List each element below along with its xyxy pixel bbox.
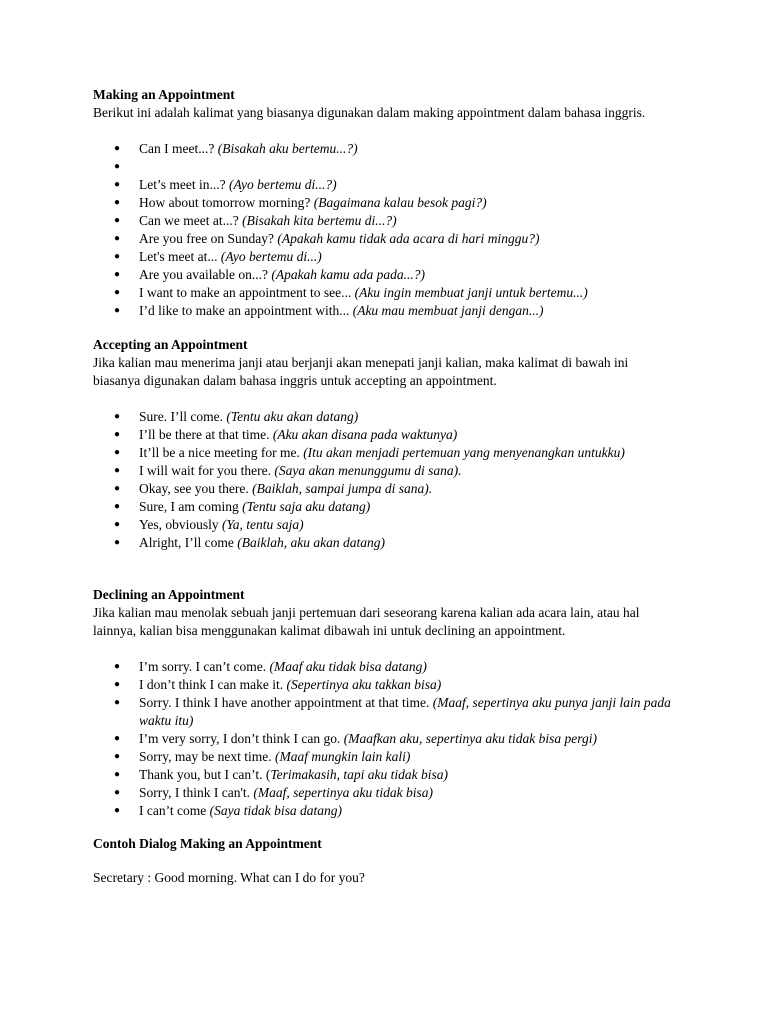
list-item bbox=[93, 766, 673, 784]
phrase-translation: (Ayo bertemu di...) bbox=[220, 249, 322, 264]
phrase-translation: (Ya, tentu saja) bbox=[222, 517, 304, 532]
bullet-icon: ● bbox=[114, 287, 121, 298]
phrase-translation: (Aku ingin membuat janji untuk bertemu...) bbox=[354, 285, 588, 300]
section-intro-making: Berikut ini adalah kalimat yang biasanya digunakan dalam making appointment dalam bahasa inggris. bbox=[93, 105, 646, 120]
phrase-translation: (Aku mau membuat janji dengan...) bbox=[352, 303, 544, 318]
bullet-icon: ● bbox=[114, 483, 121, 494]
phrase-english: I can’t come bbox=[139, 803, 210, 818]
phrase-translation: (Maaf mungkin lain kali) bbox=[274, 749, 411, 764]
phrase-translation: (Tentu saja aku datang) bbox=[242, 499, 371, 514]
list-item bbox=[93, 408, 673, 426]
bullet-icon: ● bbox=[114, 501, 121, 512]
bullet-icon: ● bbox=[114, 751, 121, 762]
phrase-translation: (Bagaimana kalau besok pagi?) bbox=[313, 195, 487, 210]
phrase-english: Thank you, but I can’t. ( bbox=[139, 767, 271, 782]
phrase-translation: (Maaf, sepertinya aku tidak bisa) bbox=[253, 785, 434, 800]
list-item bbox=[93, 176, 673, 194]
phrase-translation: (Baiklah, aku akan datang) bbox=[237, 535, 385, 550]
list-item bbox=[93, 676, 673, 694]
bullet-icon: ● bbox=[114, 769, 121, 780]
phrase-translation: (Saya akan menunggumu di sana). bbox=[274, 463, 462, 478]
phrase-translation: (Sepertinya aku takkan bisa) bbox=[286, 677, 442, 692]
document-page bbox=[93, 86, 673, 887]
list-item bbox=[93, 802, 673, 820]
phrase-english: I want to make an appointment to see... bbox=[139, 285, 355, 300]
phrase-english: Yes, obviously bbox=[139, 517, 223, 532]
phrase-english: Are you available on...? bbox=[139, 267, 272, 282]
bullet-icon: ● bbox=[114, 679, 121, 690]
phrase-translation: (Aku akan disana pada waktunya) bbox=[272, 427, 458, 442]
list-item bbox=[93, 730, 673, 748]
phrase-english: Okay, see you there. bbox=[139, 481, 253, 496]
phrase-list-accepting bbox=[93, 408, 673, 552]
bullet-icon: ● bbox=[114, 519, 121, 530]
phrase-translation: (Bisakah aku bertemu...?) bbox=[217, 141, 358, 156]
bullet-icon: ● bbox=[114, 787, 121, 798]
phrase-english: Can we meet at...? bbox=[139, 213, 243, 228]
phrase-english: Sure, I am coming bbox=[139, 499, 243, 514]
bullet-icon: ● bbox=[114, 233, 121, 244]
bullet-icon: ● bbox=[114, 661, 121, 672]
phrase-english: I will wait for you there. bbox=[139, 463, 275, 478]
phrase-english: Alright, I’ll come bbox=[139, 535, 238, 550]
phrase-english: I’d like to make an appointment with... bbox=[139, 303, 353, 318]
phrase-english: Sorry, I think I can't. bbox=[139, 785, 254, 800]
bullet-icon: ● bbox=[114, 805, 121, 816]
section-intro-accepting: Jika kalian mau menerima janji atau berjanji akan menepati janji kalian, maka kalimat di bawah ini biasanya digunakan dalam bahasa inggris untuk accepting an appointment. bbox=[93, 355, 629, 388]
list-item bbox=[93, 658, 673, 676]
list-item bbox=[93, 784, 673, 802]
phrase-english: I don’t think I can make it. bbox=[139, 677, 287, 692]
phrase-translation: (Saya tidak bisa datang) bbox=[209, 803, 342, 818]
phrase-translation: (Ayo bertemu di...?) bbox=[228, 177, 337, 192]
list-item bbox=[93, 140, 673, 158]
phrase-english: Sorry, may be next time. bbox=[139, 749, 275, 764]
bullet-icon: ● bbox=[114, 197, 121, 208]
phrase-translation: (Maafkan aku, sepertinya aku tidak bisa pergi) bbox=[343, 731, 598, 746]
bullet-icon: ● bbox=[114, 161, 121, 172]
list-item bbox=[93, 498, 673, 516]
phrase-translation: (Tentu aku akan datang) bbox=[226, 409, 359, 424]
section-heading-accepting: Accepting an Appointment bbox=[93, 337, 248, 352]
phrase-english: Are you free on Sunday? bbox=[139, 231, 278, 246]
list-item bbox=[93, 462, 673, 480]
bullet-icon: ● bbox=[114, 429, 121, 440]
phrase-list-making bbox=[93, 140, 673, 320]
phrase-translation: (Apakah kamu tidak ada acara di hari minggu?) bbox=[277, 231, 540, 246]
bullet-icon: ● bbox=[114, 733, 121, 744]
phrase-translation: (Maaf, sepertinya aku punya janji lain pada waktu itu) bbox=[139, 695, 671, 728]
phrase-english: I’ll be there at that time. bbox=[139, 427, 273, 442]
section-intro-declining: Jika kalian mau menolak sebuah janji pertemuan dari seseorang karena kalian ada acara lain, atau hal lainnya, kalian bisa menggunakan kalimat dibawah ini untuk declining an appointment. bbox=[93, 605, 640, 638]
list-item bbox=[93, 194, 673, 212]
phrase-english: I’m sorry. I can’t come. bbox=[139, 659, 270, 674]
bullet-icon: ● bbox=[114, 697, 121, 708]
bullet-icon: ● bbox=[114, 179, 121, 190]
list-item bbox=[93, 212, 673, 230]
list-item bbox=[93, 516, 673, 534]
list-item bbox=[93, 694, 673, 730]
list-item bbox=[93, 534, 673, 552]
section-heading-making: Making an Appointment bbox=[93, 87, 235, 102]
list-item bbox=[93, 266, 673, 284]
phrase-translation: (Maaf aku tidak bisa datang) bbox=[269, 659, 427, 674]
phrase-translation: (Bisakah kita bertemu di...?) bbox=[242, 213, 397, 228]
phrase-list-declining bbox=[93, 658, 673, 820]
bullet-icon: ● bbox=[114, 305, 121, 316]
list-item bbox=[93, 748, 673, 766]
phrase-english: Let's meet at... bbox=[139, 249, 221, 264]
list-item bbox=[93, 302, 673, 320]
bullet-icon: ● bbox=[114, 143, 121, 154]
bullet-icon: ● bbox=[114, 447, 121, 458]
phrase-english: Sorry. I think I have another appointment at that time. bbox=[139, 695, 433, 710]
phrase-english: Sure. I’ll come. bbox=[139, 409, 227, 424]
bullet-icon: ● bbox=[114, 215, 121, 226]
phrase-english: Let’s meet in...? bbox=[139, 177, 229, 192]
bullet-icon: ● bbox=[114, 269, 121, 280]
section-heading-declining: Declining an Appointment bbox=[93, 587, 245, 602]
phrase-translation: (Itu akan menjadi pertemuan yang menyenangkan untukku) bbox=[303, 445, 625, 460]
list-item bbox=[93, 284, 673, 302]
phrase-english: I’m very sorry, I don’t think I can go. bbox=[139, 731, 344, 746]
phrase-english: Can I meet...? bbox=[139, 141, 218, 156]
phrase-english: How about tomorrow morning? bbox=[139, 195, 314, 210]
bullet-icon: ● bbox=[114, 465, 121, 476]
bullet-icon: ● bbox=[114, 251, 121, 262]
list-item bbox=[93, 248, 673, 266]
dialog-line: Secretary : Good morning. What can I do for you? bbox=[93, 870, 365, 885]
list-item bbox=[93, 426, 673, 444]
list-item bbox=[93, 444, 673, 462]
phrase-translation: (Apakah kamu ada pada...?) bbox=[271, 267, 426, 282]
list-item bbox=[93, 480, 673, 498]
list-item bbox=[93, 158, 673, 176]
phrase-translation: Terimakasih, tapi aku tidak bisa) bbox=[270, 767, 448, 782]
phrase-translation: (Baiklah, sampai jumpa di sana). bbox=[252, 481, 433, 496]
list-item bbox=[93, 230, 673, 248]
section-heading-dialog: Contoh Dialog Making an Appointment bbox=[93, 836, 322, 851]
bullet-icon: ● bbox=[114, 411, 121, 422]
bullet-icon: ● bbox=[114, 537, 121, 548]
phrase-english: It’ll be a nice meeting for me. bbox=[139, 445, 304, 460]
